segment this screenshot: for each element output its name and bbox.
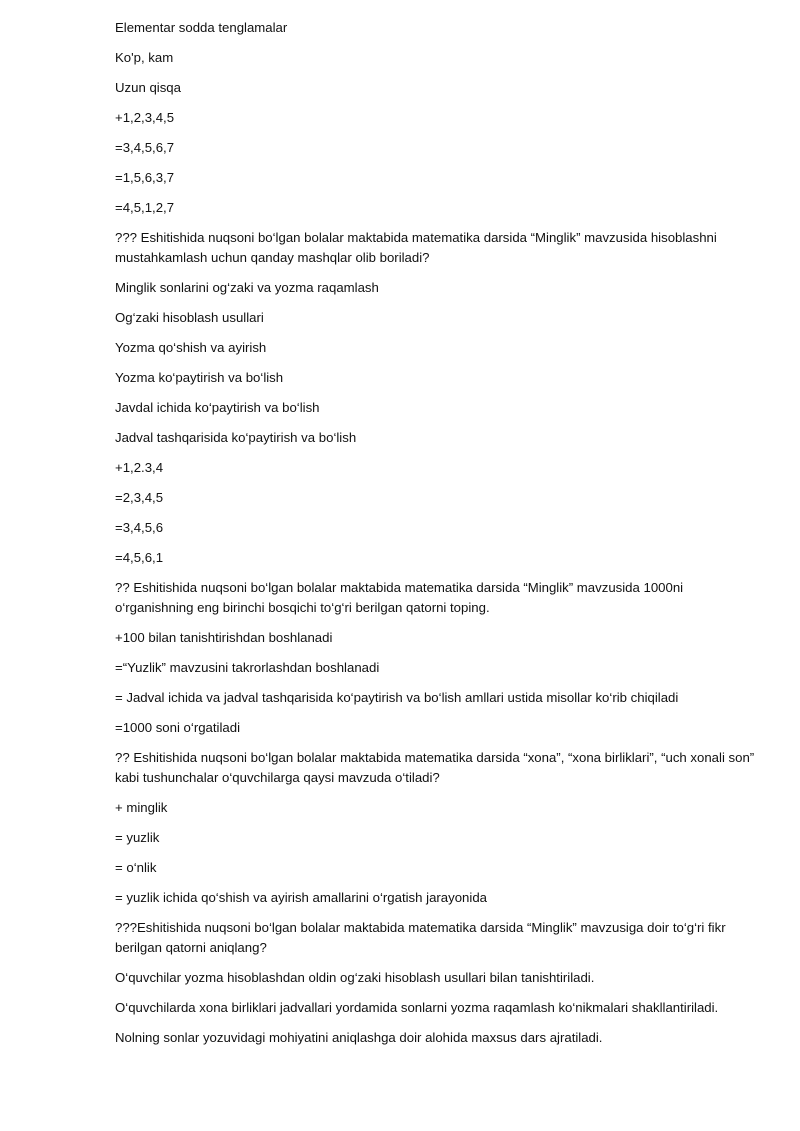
question: ???Eshitishida nuqsoni bo‘lgan bolalar maktabida matematika darsida “Minglik” mavzusiga doir to‘g‘ri fikr berilgan qatorni aniqlang? [115,920,726,955]
paragraph: Javdal ichida ko‘paytirish va bo‘lish [115,400,320,415]
paragraph: Ko'p, kam [115,50,174,65]
answer-option: =1000 soni o‘rgatiladi [115,720,241,735]
answer-option: +100 bilan tanishtirishdan boshlanadi [115,630,333,645]
answer-option: = o‘nlik [115,860,157,875]
question: ?? Eshitishida nuqsoni bo‘lgan bolalar maktabida matematika darsida “xona”, “xona birliklari”, “uch xonali son” kabi tushunchalar o‘quvchilarga qaysi mavzuda o‘tiladi? [115,750,755,785]
answer-option: = Jadval ichida va jadval tashqarisida ko‘paytirish va bo‘lish amllari ustida misollar ko‘rib chiqiladi [115,690,679,705]
answer-option: +1,2,3,4,5 [115,110,175,125]
paragraph: O‘quvchilarda xona birliklari jadvallari yordamida sonlarni yozma raqamlash ko‘nikmalari shakllantiriladi. [115,1000,719,1015]
answer-option: = yuzlik ichida qo‘shish va ayirish amallarini o‘rgatish jarayonida [115,890,487,905]
paragraph: O‘quvchilar yozma hisoblashdan oldin og‘zaki hisoblash usullari bilan tanishtiriladi. [115,970,595,985]
answer-option: =1,5,6,3,7 [115,170,175,185]
paragraph: Yozma qo‘shish va ayirish [115,340,267,355]
answer-option: +1,2.3,4 [115,460,164,475]
answer-option: =3,4,5,6 [115,520,164,535]
answer-option: =“Yuzlik” mavzusini takrorlashdan boshlanadi [115,660,380,675]
paragraph: Yozma ko‘paytirish va bo‘lish [115,370,284,385]
paragraph: Og‘zaki hisoblash usullari [115,310,264,325]
answer-option: =3,4,5,6,7 [115,140,175,155]
document-body [115,18,755,1058]
answer-option: = yuzlik [115,830,160,845]
question: ?? Eshitishida nuqsoni bo‘lgan bolalar maktabida matematika darsida “Minglik” mavzusida 1000ni o‘rganishning eng birinchi bosqichi to‘g‘ri berilgan qatorni toping. [115,580,684,615]
paragraph: Uzun qisqa [115,80,181,95]
answer-option: + minglik [115,800,168,815]
paragraph: Jadval tashqarisida ko‘paytirish va bo‘lish [115,430,357,445]
paragraph: Nolning sonlar yozuvidagi mohiyatini aniqlashga doir alohida maxsus dars ajratiladi. [115,1030,603,1045]
paragraph: Elementar sodda tenglamalar [115,20,288,35]
answer-option: =4,5,1,2,7 [115,200,175,215]
answer-option: =2,3,4,5 [115,490,164,505]
paragraph: Minglik sonlarini og‘zaki va yozma raqamlash [115,280,379,295]
answer-option: =4,5,6,1 [115,550,164,565]
question: ??? Eshitishida nuqsoni bo‘lgan bolalar maktabida matematika darsida “Minglik” mavzusida hisoblashni mustahkamlash uchun qanday mashqlar olib boriladi? [115,230,717,265]
